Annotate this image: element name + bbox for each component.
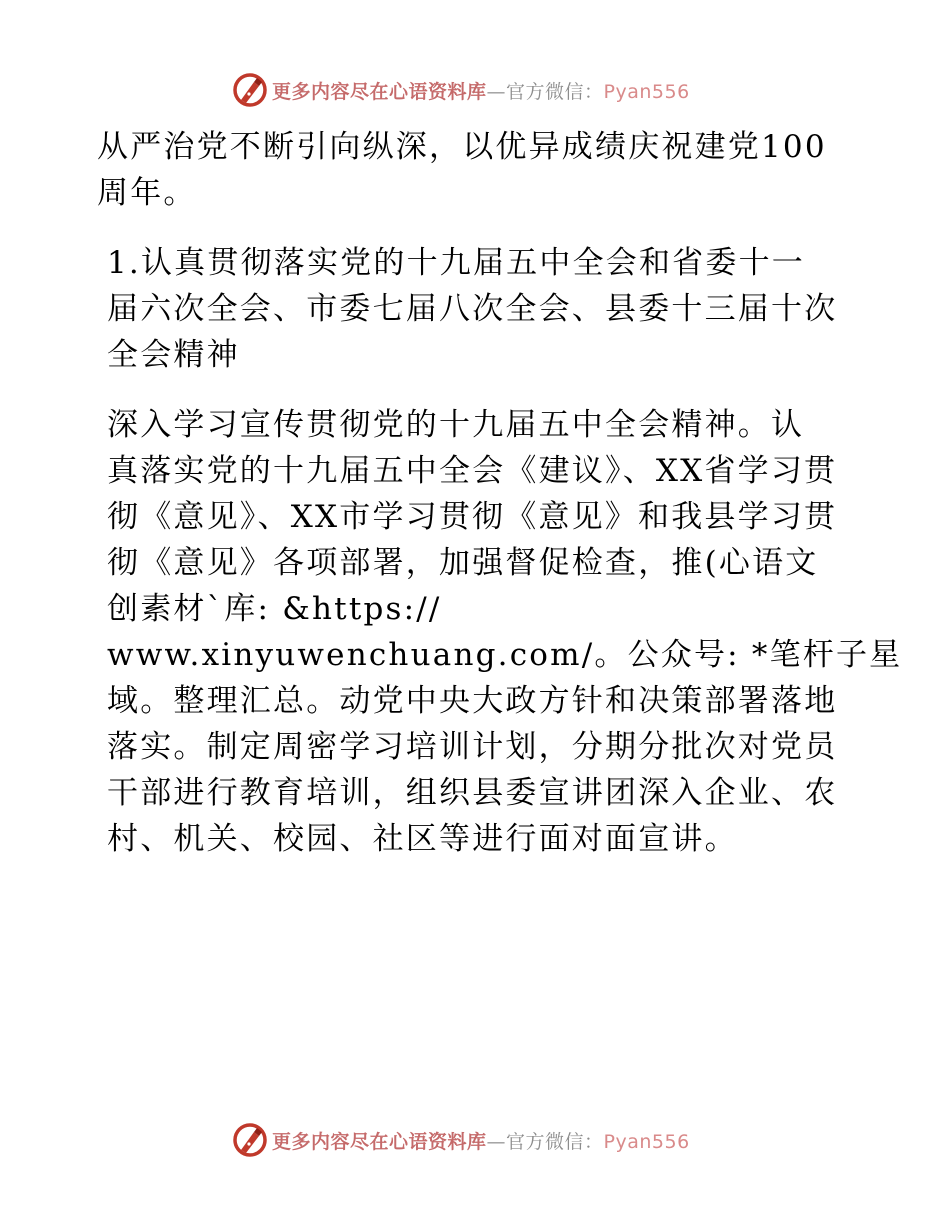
header-wechat-id: Pyan556: [603, 80, 690, 103]
paragraph-line: 彻《意见》各项部署，加强督促检查，推(心语文: [107, 545, 819, 581]
footer-wechat-id: Pyan556: [603, 1130, 690, 1153]
document-body: [97, 124, 903, 862]
header-dash: —: [486, 80, 507, 103]
paragraph-line: 干部进行教育培训，组织县委宣讲团深入企业、农: [107, 775, 838, 811]
pen-nib-logo-icon: [232, 72, 268, 108]
paragraph-line: 从严治党不断引向纵深，以优异成绩庆祝建党100: [97, 129, 827, 165]
paragraph-line: 创素材`库: &https://: [107, 591, 442, 627]
header-wechat-label: 官方微信：: [506, 80, 604, 103]
paragraph-line: 域。整理汇总。动党中央大政方针和决策部署落地: [107, 683, 838, 719]
pen-nib-logo-icon: [232, 1122, 268, 1158]
paragraph-line: www.xinyuwenchuang.com/。公众号: *笔杆子星: [107, 637, 903, 673]
header-banner: [232, 70, 732, 110]
paragraph-line: 村、机关、校园、社区等进行面对面宣讲。: [107, 821, 738, 857]
paragraph-1: [97, 124, 857, 216]
header-brand-text: 更多内容尽在心语资料库: [272, 80, 487, 103]
footer-banner-text: [272, 1127, 690, 1154]
paragraph-2-heading: [97, 240, 857, 378]
paragraph-line: 真落实党的十九届五中全会《建议》、XX省学习贯: [107, 453, 838, 489]
paragraph-line: 深入学习宣传贯彻党的十九届五中全会精神。认: [107, 407, 805, 443]
paragraph-line: 落实。制定周密学习培训计划，分期分批次对党员: [107, 729, 838, 765]
paragraph-3: [97, 402, 903, 862]
footer-dash: —: [486, 1130, 507, 1153]
paragraph-line: 1.认真贯彻落实党的十九届五中全会和省委十一: [107, 245, 805, 281]
paragraph-line: 届六次全会、市委七届八次全会、县委十三届十次: [107, 291, 838, 327]
paragraph-line: 全会精神: [107, 337, 240, 373]
footer-wechat-label: 官方微信：: [506, 1130, 604, 1153]
footer-banner: [232, 1120, 732, 1160]
footer-brand-text: 更多内容尽在心语资料库: [272, 1130, 487, 1153]
header-banner-text: [272, 77, 690, 104]
paragraph-line: 周年。: [97, 175, 197, 211]
paragraph-line: 彻《意见》、XX市学习贯彻《意见》和我县学习贯: [107, 499, 838, 535]
